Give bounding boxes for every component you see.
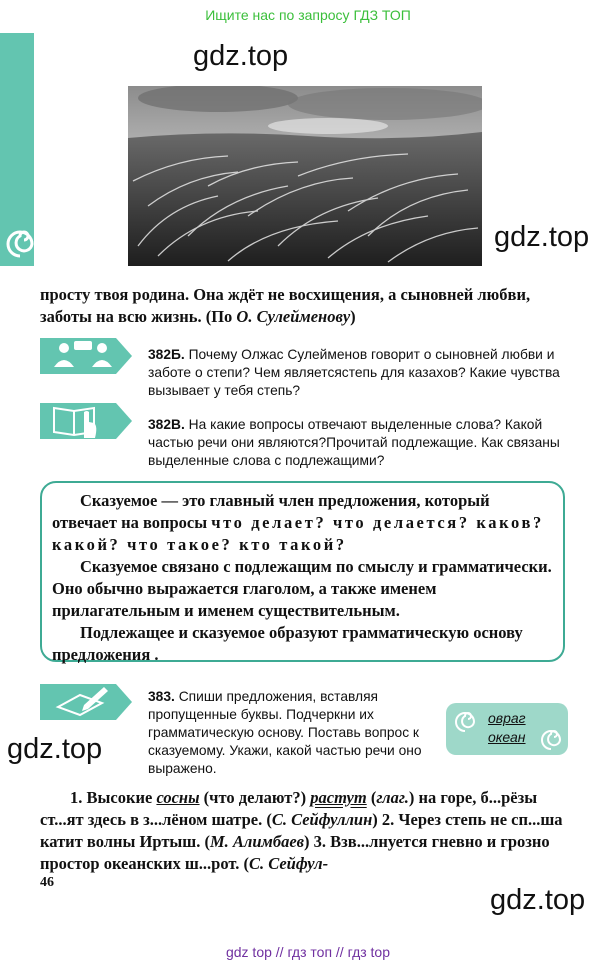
intro-paragraph: просту твоя родина. Она ждёт не восхищения, а сыновней любви, заботы на всю жизнь. (По О. Сулейменову) xyxy=(40,285,531,326)
vocabulary-card xyxy=(446,703,568,755)
footer-links[interactable]: gdz top // гдз топ // гдз top xyxy=(225,944,391,960)
pencil-notebook-icon xyxy=(40,681,132,723)
swirl-icon xyxy=(540,729,562,751)
book-pointer-icon xyxy=(40,400,132,442)
watermark: gdz.top xyxy=(490,884,586,916)
vocab-word: овраг xyxy=(488,710,526,726)
watermark: gdz.top xyxy=(494,221,590,253)
watermark: gdz.top xyxy=(7,733,103,765)
vocab-word: океан xyxy=(488,729,526,745)
top-banner[interactable]: Ищите нас по запросу ГДЗ ТОП xyxy=(205,7,411,23)
rule-box: Сказуемое — это главный член предложения, который отвечает на вопросы что делает? что делается? каков? какой? что такое? кто такой? Сказуемое связано с подлежащим по смыслу и грамматически. Оно обычно выражается глаголом, а также именем прилагательным и именем существительным. Подлежащее и сказуемое образуют грамматическую основу предложения . xyxy=(40,481,565,662)
watermark: gdz.top xyxy=(193,40,289,72)
exercise-text: 1. Высокие сосны (что делают?) растут (глаг.) на горе, б...рёзы ст...ят здесь в з...лёном шатре. (С. Сейфуллин) 2. Через степь не сп...ша катит волны Иртыш. (М. Алимбаев) 3. Взв...лнуется гневно и грозно простор океанских ш...рот. (С. Сейфул- xyxy=(40,788,563,873)
steppe-photo xyxy=(128,86,482,266)
task-382b: 382Б. Почему Олжас Сулейменов говорит о сыновней любви и заботе о степи? Чем являетсястепь для казахов? Какие чувства вызывает у тебя степь? xyxy=(148,347,560,398)
swirl-icon xyxy=(4,228,36,260)
discussion-icon xyxy=(40,335,132,377)
page-number: 46 xyxy=(40,875,54,890)
task-383: 383. Спиши предложения, вставляя пропущенные буквы. Подчеркни их грамматическую основу. Поставь вопрос к сказуемому. Укажи, какой частью речи оно выражено. xyxy=(148,689,422,776)
task-382v: 382В. На какие вопросы отвечают выделенные слова? Какой частью речи они являются?Прочитай подлежащие. Как связаны выделенные слова с подлежащими? xyxy=(148,417,560,468)
swirl-icon xyxy=(454,711,476,733)
